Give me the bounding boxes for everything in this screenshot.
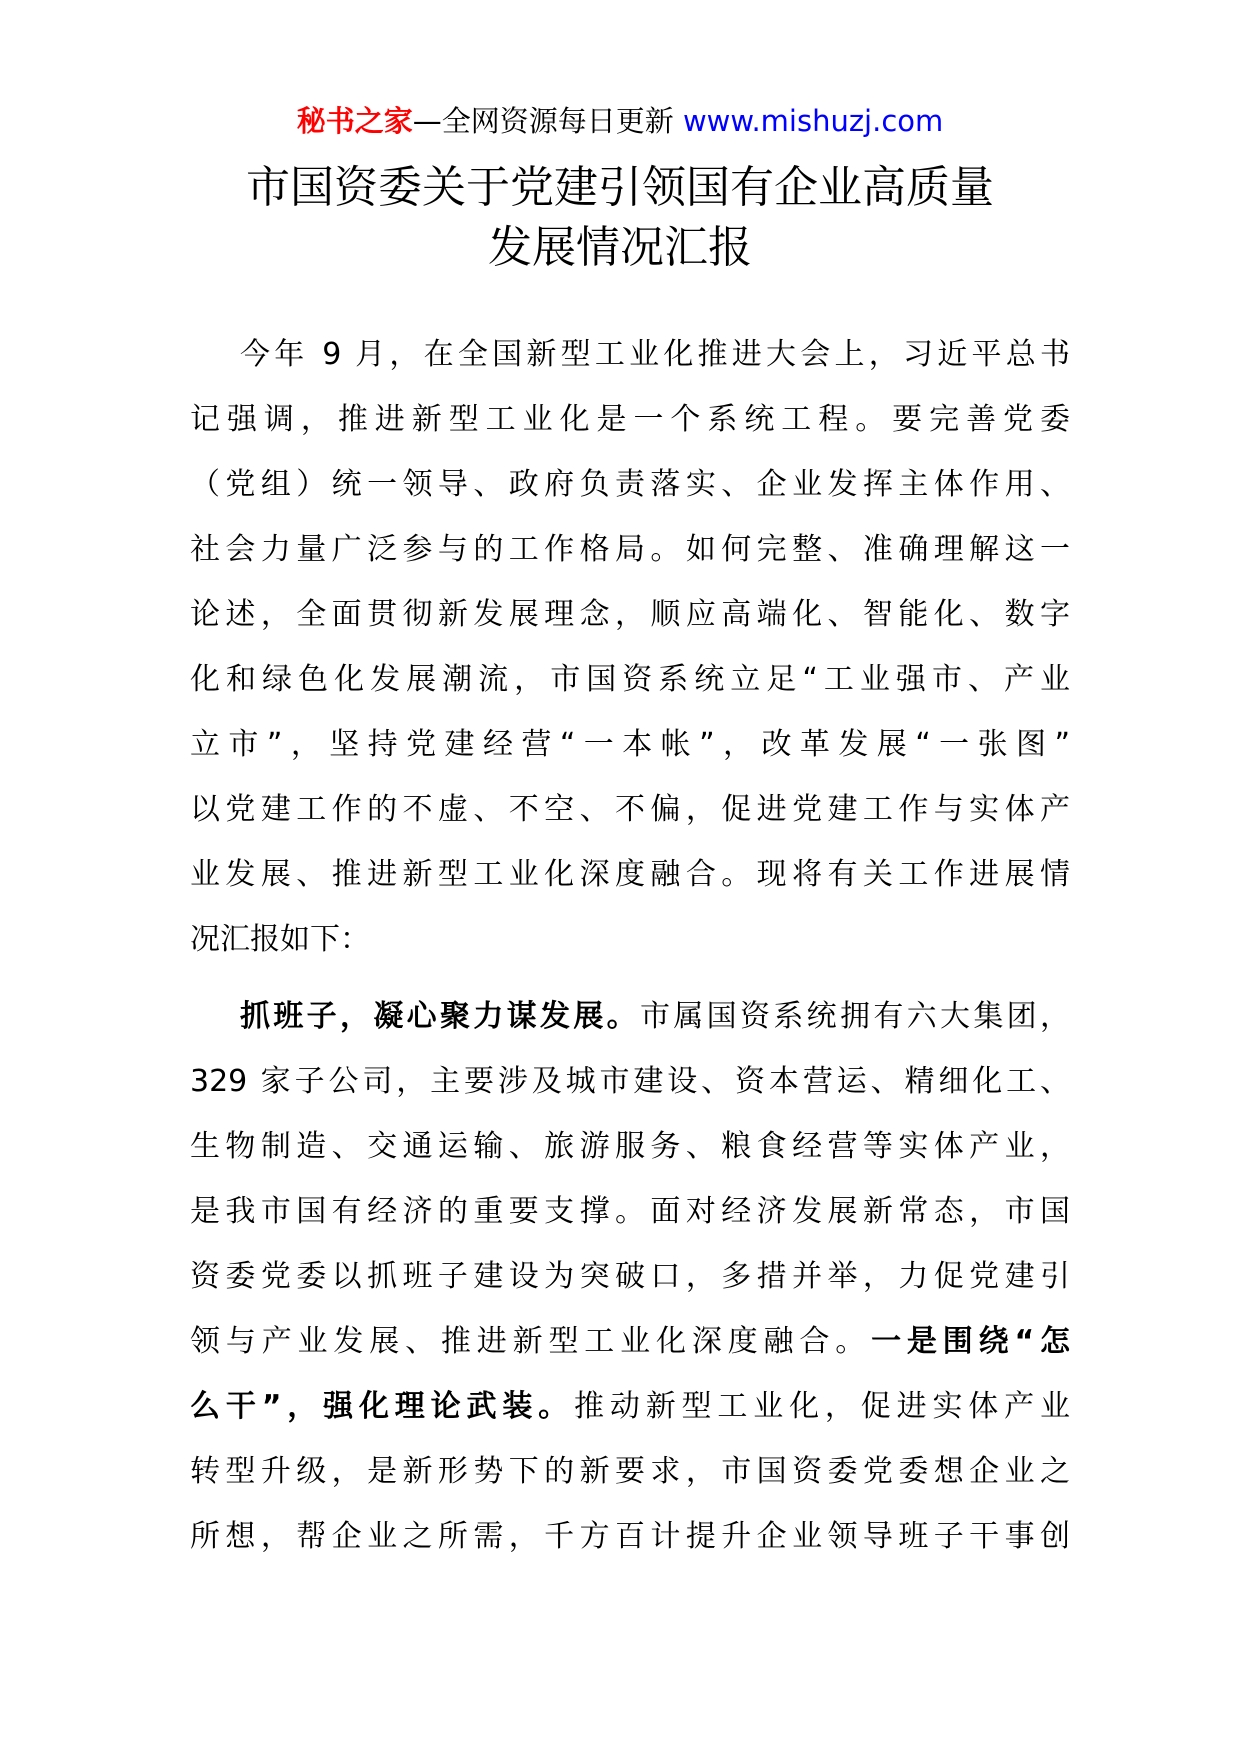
document-title: [0, 158, 1240, 278]
body-line: 329 家子公司，主要涉及城市建设、资本营运、精细化工、: [190, 1064, 1070, 1099]
body-line: 转型升级，是新形势下的新要求，市国资委党委想企业之: [190, 1454, 1070, 1489]
body-line: [190, 1374, 1070, 1439]
body-line: [190, 1309, 1070, 1374]
document-body: [190, 322, 1070, 1569]
paragraph-intro: [190, 322, 1070, 972]
body-line: 论述，全面贯彻新发展理念，顺应高端化、智能化、数字: [190, 597, 1070, 632]
subheading-run: 么干”，强化理论武装。: [190, 1389, 575, 1424]
body-line: 社会力量广泛参与的工作格局。如何完整、准确理解这一: [190, 532, 1070, 567]
paragraph-gap: [190, 972, 1070, 984]
document-title-line-1: 市国资委关于党建引领国有企业高质量: [246, 162, 994, 213]
body-line: 业发展、推进新型工业化深度融合。现将有关工作进展情: [190, 857, 1070, 892]
paragraph-leadership: [190, 984, 1070, 1569]
brand-name: 秘书之家: [296, 104, 413, 138]
body-line: 立市”，坚持党建经营“一本帐”，改革发展“一张图”: [190, 727, 1070, 762]
body-text-run: 领与产业发展、推进新型工业化深度融合。: [190, 1324, 872, 1359]
header-tagline: —全网资源每日更新: [412, 104, 674, 138]
body-text-run: 市属国资系统拥有六大集团，: [640, 999, 1070, 1034]
body-line: 今年 9 月，在全国新型工业化推进大会上，习近平总书: [240, 337, 1070, 372]
body-line: 记强调，推进新型工业化是一个系统工程。要完善党委: [190, 402, 1070, 437]
body-text-run: 推动新型工业化，促进实体产业: [574, 1389, 1071, 1424]
document-title-line-2: 发展情况汇报: [488, 222, 752, 273]
body-line: 生物制造、交通运输、旅游服务、粮食经营等实体产业，: [190, 1129, 1070, 1164]
body-line: 是我市国有经济的重要支撑。面对经济发展新常态，市国: [190, 1194, 1070, 1229]
body-line: 况汇报如下：: [190, 922, 370, 957]
body-line: [190, 984, 1070, 1049]
section-heading: 抓班子，凝心聚力谋发展。: [240, 999, 640, 1034]
body-line: 化和绿色化发展潮流，市国资系统立足“工业强市、产业: [190, 662, 1070, 697]
body-line: 资委党委以抓班子建设为突破口，多措并举，力促党建引: [190, 1259, 1070, 1294]
body-line: （党组）统一领导、政府负责落实、企业发挥主体作用、: [190, 467, 1070, 502]
header-banner: [0, 100, 1240, 142]
subheading-run: 一是围绕“怎: [871, 1324, 1071, 1359]
body-line: 以党建工作的不虚、不空、不偏，促进党建工作与实体产: [190, 792, 1070, 827]
site-url-link[interactable]: www.mishuzj.com: [682, 104, 944, 138]
body-line: 所想，帮企业之所需，千方百计提升企业领导班子干事创: [190, 1519, 1070, 1554]
